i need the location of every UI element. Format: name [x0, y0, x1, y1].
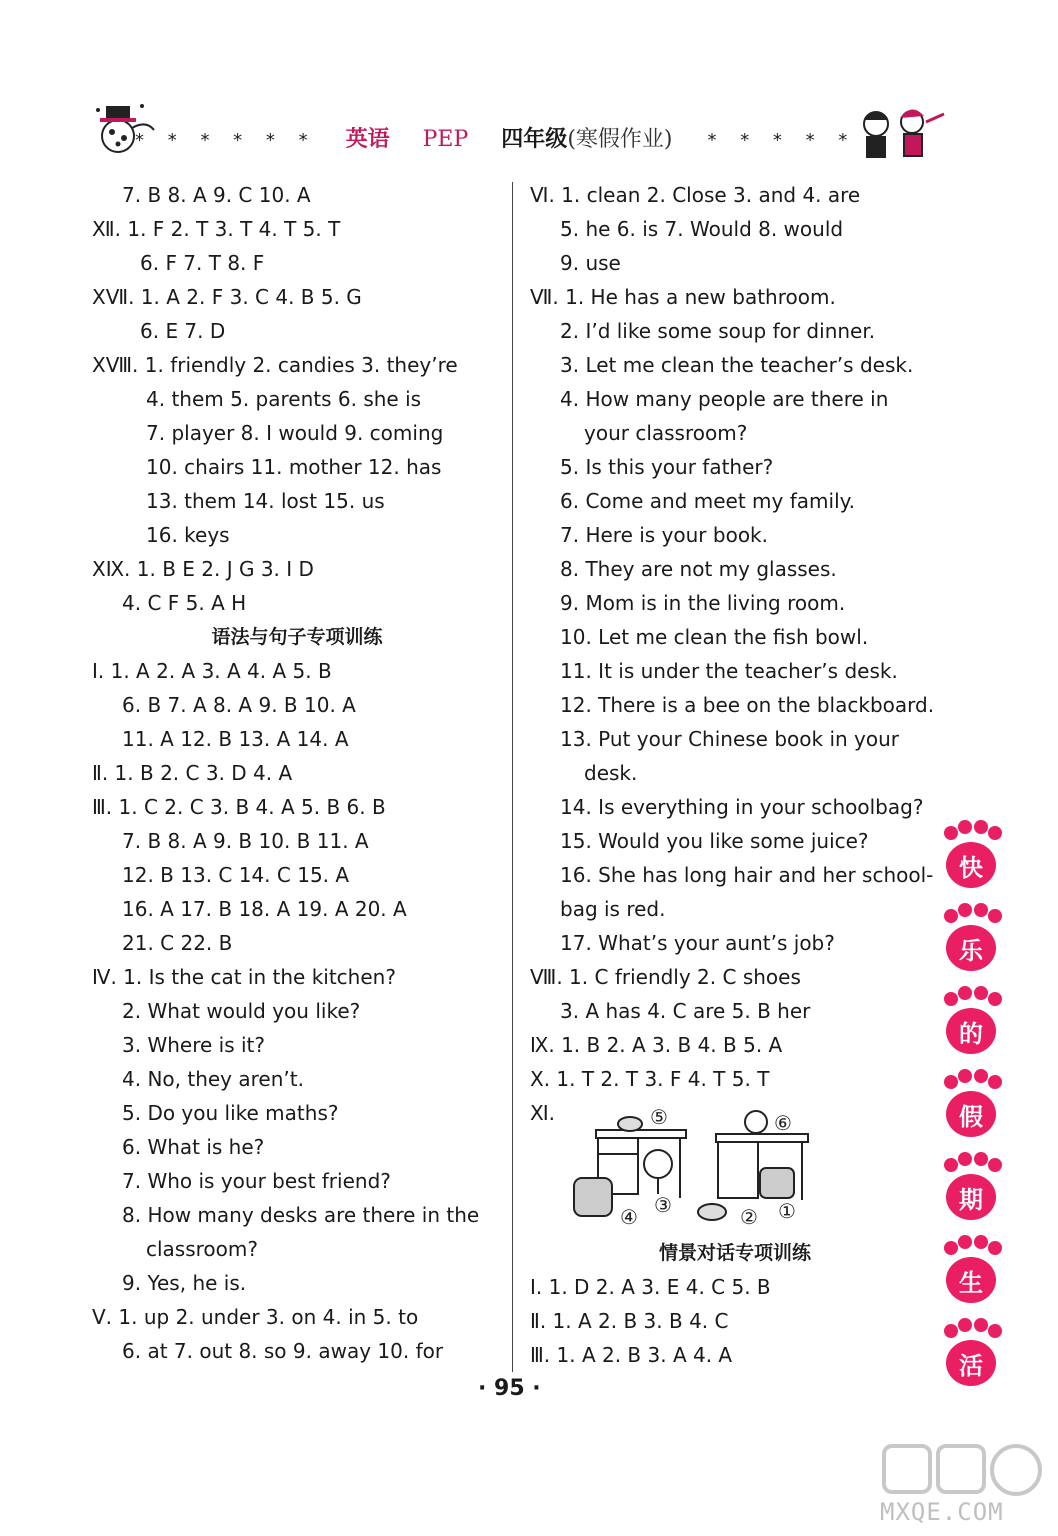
- right-answer-line: 15. Would you like some juice?: [560, 829, 869, 853]
- left-answer-line: 16. A 17. B 18. A 19. A 20. A: [122, 897, 407, 921]
- left-answer-line: 5. Do you like maths?: [122, 1101, 339, 1125]
- room-picture: [570, 1108, 820, 1228]
- left-answer-line: 2. What would you like?: [122, 999, 361, 1023]
- right-answer-line: 14. Is everything in your schoolbag?: [560, 795, 924, 819]
- left-answer-line: Ⅻ. 1. F 2. T 3. T 4. T 5. T: [92, 217, 341, 241]
- sidebar-char: 快: [946, 842, 996, 888]
- right-answer-line: 7. Here is your book.: [560, 523, 768, 547]
- right-answer-line: 8. They are not my glasses.: [560, 557, 837, 581]
- right-answer-line: bag is red.: [560, 897, 666, 921]
- paw-print-icon: [940, 903, 1004, 983]
- left-answer-line: 16. keys: [146, 523, 230, 547]
- left-answer-line: ⅩⅧ. 1. friendly 2. candies 3. they’re: [92, 353, 458, 377]
- sidebar-char: 生: [946, 1257, 996, 1303]
- right-answer-line: 5. he 6. is 7. Would 8. would: [560, 217, 844, 241]
- column-divider: [512, 182, 513, 1372]
- paw-print-icon: [940, 1318, 1004, 1398]
- left-answer-line: 7. B 8. A 9. C 10. A: [122, 183, 311, 207]
- left-answer-line: 13. them 14. lost 15. us: [146, 489, 385, 513]
- left-answer-line: 6. at 7. out 8. so 9. away 10. for: [122, 1339, 444, 1363]
- left-answer-line: ⅩⅦ. 1. A 2. F 3. C 4. B 5. G: [92, 285, 362, 309]
- sidebar-paw-column: [940, 820, 1006, 1401]
- paw-print-icon: [940, 1152, 1004, 1232]
- pic-num-6: ⑥: [774, 1111, 792, 1135]
- left-answer-line: Ⅳ. 1. Is the cat in the kitchen?: [92, 965, 396, 989]
- left-answer-line: Ⅰ. 1. A 2. A 3. A 4. A 5. B: [92, 659, 332, 683]
- right-answer-line: 9. use: [560, 251, 621, 275]
- pic-num-4: ④: [620, 1205, 638, 1228]
- left-answer-line: 12. B 13. C 14. C 15. A: [122, 863, 350, 887]
- left-answer-line: 3. Where is it?: [122, 1033, 265, 1057]
- paw-print-icon: [940, 986, 1004, 1066]
- watermark: [880, 1440, 1050, 1530]
- header-stars-left: * * * * * *: [135, 130, 317, 151]
- right-answer-line: 9. Mom is in the living room.: [560, 591, 846, 615]
- header-stars-right: * * * * *: [707, 130, 857, 151]
- left-answer-line: Ⅴ. 1. up 2. under 3. on 4. in 5. to: [92, 1305, 419, 1329]
- sidebar-char: 活: [946, 1340, 996, 1386]
- right-answer-line: 10. Let me clean the fish bowl.: [560, 625, 869, 649]
- section-heading: 语法与句子专项训练: [211, 626, 383, 648]
- page-number: · 95 ·: [478, 1376, 541, 1401]
- right-answer-line: Ⅰ. 1. D 2. A 3. E 4. C 5. B: [530, 1275, 771, 1299]
- header-grade: 四年级: [501, 127, 568, 152]
- right-answer-line: Ⅲ. 1. A 2. B 3. A 4. A: [530, 1343, 733, 1367]
- right-answer-line: 17. What’s your aunt’s job?: [560, 931, 835, 955]
- paw-print-icon: [940, 1069, 1004, 1149]
- sidebar-char: 期: [946, 1174, 996, 1220]
- left-answer-line: classroom?: [146, 1237, 259, 1261]
- left-answer-line: 10. chairs 11. mother 12. has: [146, 455, 442, 479]
- header-subtitle: (寒假作业): [567, 127, 673, 152]
- right-answer-line: Ⅱ. 1. A 2. B 3. B 4. C: [530, 1309, 729, 1333]
- right-answer-line: 16. She has long hair and her school-: [560, 863, 934, 887]
- left-answer-line: 8. How many desks are there in the: [122, 1203, 480, 1227]
- right-answer-line: 11. It is under the teacher’s desk.: [560, 659, 898, 683]
- header-subject: 英语: [345, 127, 390, 152]
- page-header: [80, 92, 960, 172]
- pic-num-2: ②: [740, 1205, 758, 1228]
- right-answer-line: 6. Come and meet my family.: [560, 489, 855, 513]
- right-answer-line: Ⅺ.: [530, 1101, 556, 1125]
- right-answer-line: Ⅸ. 1. B 2. A 3. B 4. B 5. A: [530, 1033, 783, 1057]
- right-answer-line: Ⅹ. 1. T 2. T 3. F 4. T 5. T: [530, 1067, 770, 1091]
- left-column: [92, 178, 502, 1368]
- right-answer-line: 3. A has 4. C are 5. B her: [560, 999, 811, 1023]
- left-answer-line: 6. E 7. D: [140, 319, 226, 343]
- right-answer-line: 2. I’d like some soup for dinner.: [560, 319, 876, 343]
- left-answer-line: 6. F 7. T 8. F: [140, 251, 265, 275]
- right-answer-line: Ⅵ. 1. clean 2. Close 3. and 4. are: [530, 183, 861, 207]
- left-answer-line: 7. B 8. A 9. B 10. B 11. A: [122, 829, 369, 853]
- right-answer-line: desk.: [584, 761, 638, 785]
- left-answer-line: 7. player 8. I would 9. coming: [146, 421, 444, 445]
- right-answer-line: 13. Put your Chinese book in your: [560, 727, 900, 751]
- right-answer-line: 12. There is a bee on the blackboard.: [560, 693, 935, 717]
- right-answer-line: 4. How many people are there in: [560, 387, 889, 411]
- kids-decoration-icon: [848, 102, 948, 164]
- left-answer-line: 4. C F 5. A H: [122, 591, 247, 615]
- left-answer-line: 21. C 22. B: [122, 931, 233, 955]
- watermark-logo-icon: [880, 1440, 1050, 1500]
- right-answer-line: Ⅶ. 1. He has a new bathroom.: [530, 285, 836, 309]
- left-answer-line: 4. No, they aren’t.: [122, 1067, 304, 1091]
- watermark-text: MXQE.COM: [880, 1498, 1004, 1526]
- left-answer-line: 4. them 5. parents 6. she is: [146, 387, 422, 411]
- left-answer-line: 11. A 12. B 13. A 14. A: [122, 727, 349, 751]
- right-answer-line: Ⅷ. 1. C friendly 2. C shoes: [530, 965, 801, 989]
- left-answer-line: Ⅲ. 1. C 2. C 3. B 4. A 5. B 6. B: [92, 795, 386, 819]
- header-edition: PEP: [422, 127, 469, 152]
- header-title: [135, 122, 855, 153]
- right-answer-line: 5. Is this your father?: [560, 455, 774, 479]
- right-answer-line: 3. Let me clean the teacher’s desk.: [560, 353, 914, 377]
- pic-num-1: ①: [778, 1199, 796, 1223]
- left-answer-line: 7. Who is your best friend?: [122, 1169, 391, 1193]
- sidebar-char: 乐: [946, 925, 996, 971]
- left-answer-line: 6. What is he?: [122, 1135, 265, 1159]
- paw-print-icon: [940, 820, 1004, 900]
- sidebar-char: 的: [946, 1008, 996, 1054]
- left-answer-line: 6. B 7. A 8. A 9. B 10. A: [122, 693, 356, 717]
- right-answer-line: your classroom?: [584, 421, 748, 445]
- sidebar-char: 假: [946, 1091, 996, 1137]
- paw-print-icon: [940, 1235, 1004, 1315]
- left-answer-line: ⅩⅨ. 1. B E 2. J G 3. I D: [92, 557, 314, 581]
- left-answer-line: 9. Yes, he is.: [122, 1271, 247, 1295]
- pic-num-3: ③: [654, 1193, 672, 1217]
- section-heading: 情景对话专项训练: [658, 1242, 811, 1264]
- left-answer-line: Ⅱ. 1. B 2. C 3. D 4. A: [92, 761, 293, 785]
- pic-num-5: ⑤: [650, 1108, 668, 1129]
